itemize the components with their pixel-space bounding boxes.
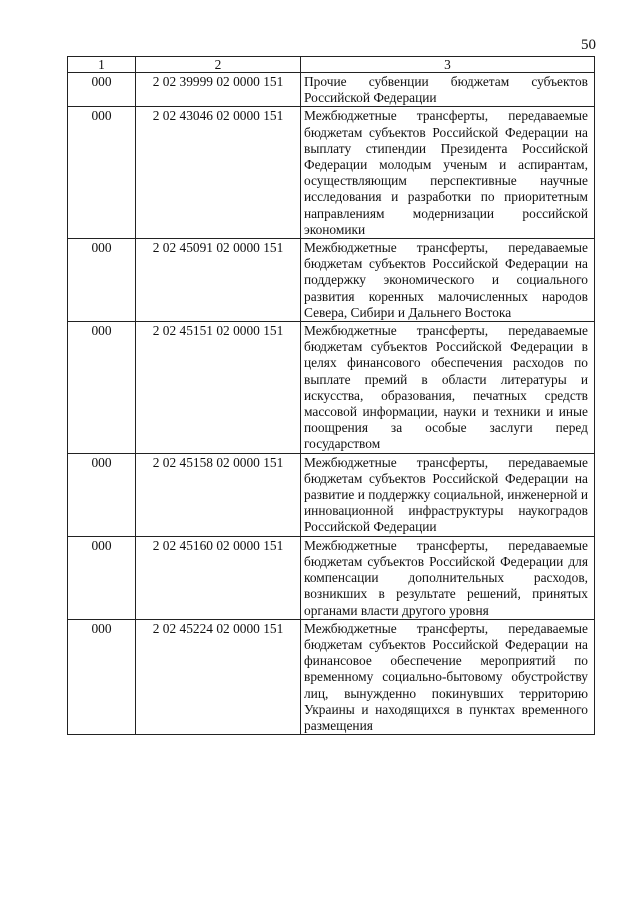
column-header-1: 1 — [68, 57, 136, 73]
budget-codes-table — [67, 56, 595, 735]
budget-code-cell: 2 02 45091 02 0000 151 — [136, 239, 301, 322]
description-cell: Межбюджетные трансферты, передаваемые бюджетам субъектов Российской Федерации на поддержку экономического и социального развития коренных малочисленных народов Севера, Сибири и Дальнего Востока — [301, 239, 595, 322]
budget-code-cell: 2 02 39999 02 0000 151 — [136, 73, 301, 107]
group-code-cell: 000 — [68, 239, 136, 322]
description-cell: Межбюджетные трансферты, передаваемые бюджетам субъектов Российской Федерации на выплату стипендии Президента Российской Федерации молодым ученым и аспирантам, осуществляющим перспективные научные исследования и разработки по приоритетным направлениям модернизации российской экономики — [301, 107, 595, 239]
description-cell: Межбюджетные трансферты, передаваемые бюджетам субъектов Российской Федерации для компенсации дополнительных расходов, возникших в результате решений, принятых органами власти другого уровня — [301, 536, 595, 619]
group-code-cell: 000 — [68, 107, 136, 239]
group-code-cell: 000 — [68, 322, 136, 454]
table-row — [68, 322, 595, 454]
description-cell: Межбюджетные трансферты, передаваемые бюджетам субъектов Российской Федерации в целях финансового обеспечения расходов по выплате премий в области литературы и искусства, образования, печатных средств массовой информации, науки и техники и иные поощрения за особые заслуги перед государством — [301, 322, 595, 454]
description-cell: Межбюджетные трансферты, передаваемые бюджетам субъектов Российской Федерации на финансовое обеспечение мероприятий по временному социально-бытовому обустройству лиц, вынужденно покинувших территорию Украины и находящихся в пунктах временного размещения — [301, 619, 595, 734]
column-header-2: 2 — [136, 57, 301, 73]
table-header-row — [68, 57, 595, 73]
description-cell: Прочие субвенции бюджетам субъектов Российской Федерации — [301, 73, 595, 107]
table-row — [68, 107, 595, 239]
table-row — [68, 239, 595, 322]
budget-code-cell: 2 02 43046 02 0000 151 — [136, 107, 301, 239]
column-header-3: 3 — [301, 57, 595, 73]
description-cell: Межбюджетные трансферты, передаваемые бюджетам субъектов Российской Федерации на развитие и поддержку социальной, инженерной и инновационной инфраструктуры наукоградов Российской Федерации — [301, 453, 595, 536]
budget-code-cell: 2 02 45160 02 0000 151 — [136, 536, 301, 619]
table-row — [68, 619, 595, 734]
group-code-cell: 000 — [68, 619, 136, 734]
group-code-cell: 000 — [68, 73, 136, 107]
budget-code-cell: 2 02 45151 02 0000 151 — [136, 322, 301, 454]
budget-code-cell: 2 02 45158 02 0000 151 — [136, 453, 301, 536]
table-row — [68, 73, 595, 107]
table-row — [68, 453, 595, 536]
group-code-cell: 000 — [68, 536, 136, 619]
table-row — [68, 536, 595, 619]
group-code-cell: 000 — [68, 453, 136, 536]
page-number: 50 — [581, 37, 596, 53]
budget-code-cell: 2 02 45224 02 0000 151 — [136, 619, 301, 734]
